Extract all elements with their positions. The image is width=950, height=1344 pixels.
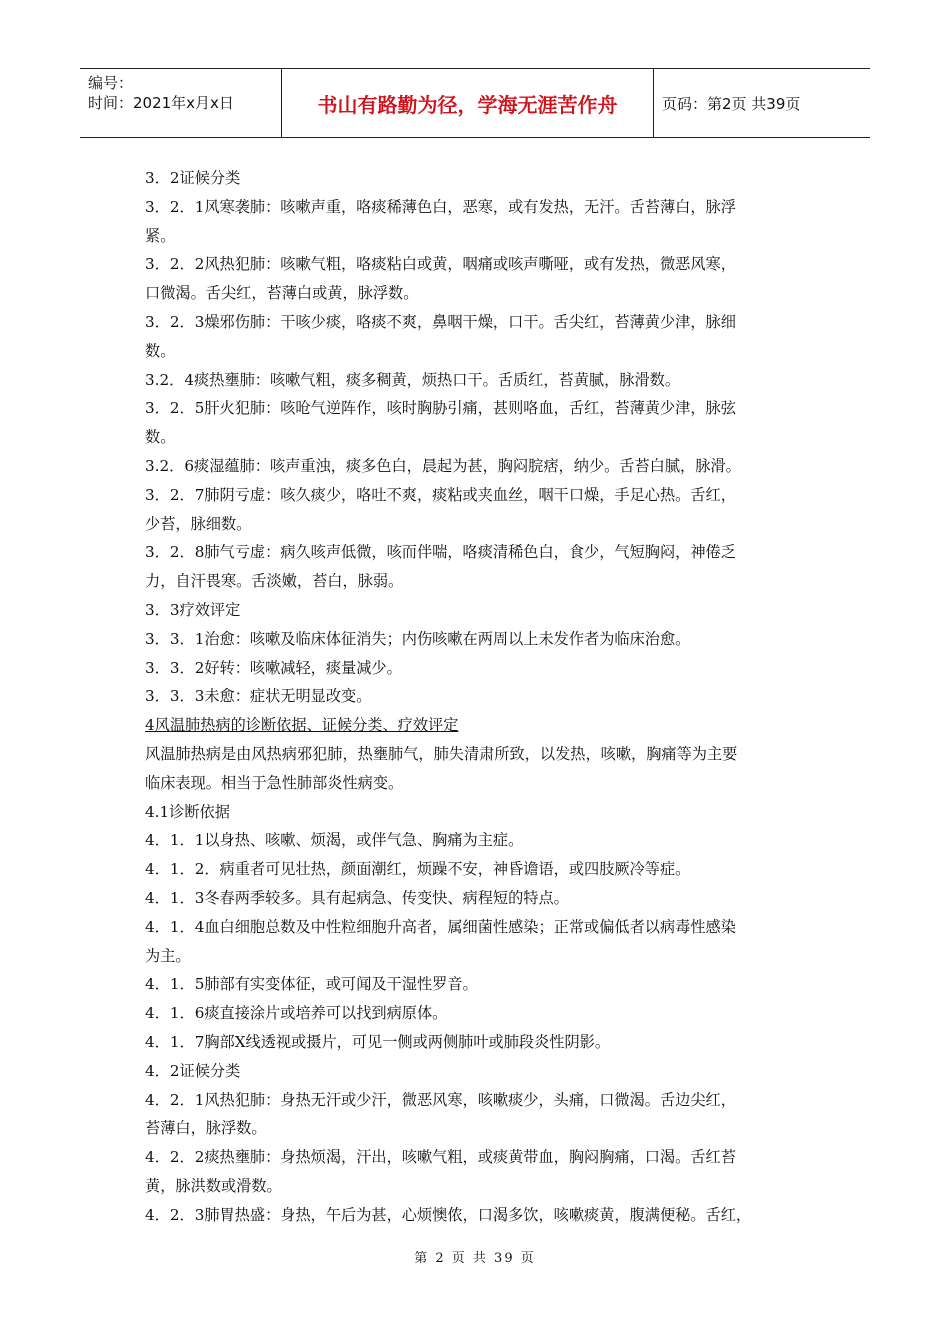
page-header [80,68,870,138]
header-info-cell [80,69,282,137]
text-line: 4．2证候分类 [145,1061,241,1080]
text-line: 紧。 [145,226,176,245]
text-line: 3．2．1风寒袭肺：咳嗽声重，咯痰稀薄色白，恶寒，或有发热，无汗。舌苔薄白，脉浮 [145,197,736,216]
text-line: 黄，脉洪数或滑数。 [145,1176,282,1195]
text-line: 力，自汗畏寒。舌淡嫩，苔白，脉弱。 [145,572,404,591]
text-line: 4．1．3冬春两季较多。具有起病急、传变快、病程短的特点。 [145,888,569,907]
text-line: 为主。 [145,946,191,965]
text-line: 4．2．1风热犯肺：身热无汗或少汗，微恶风寒，咳嗽痰少，头痛，口微渴。舌边尖红， [145,1090,736,1109]
text-line: 3．3．3未愈：症状无明显改变。 [145,687,372,706]
text-line: 少苔，脉细数。 [145,514,252,533]
text-line: 3．2．3燥邪伤肺：干咳少痰，咯痰不爽，鼻咽干燥，口干。舌尖红，苔薄黄少津，脉细 [145,312,736,331]
text-line: 苔薄白，脉浮数。 [145,1119,267,1138]
text-line: 风温肺热病是由风热病邪犯肺，热壅肺气，肺失清肃所致，以发热，咳嗽，胸痛等为主要 [145,744,738,763]
text-line: 4.1诊断依据 [145,802,230,821]
text-line: 3．2证候分类 [145,169,241,187]
text-line: 3．2．7肺阴亏虚：咳久痰少，咯吐不爽，痰粘或夹血丝，咽干口燥，手足心热。舌红， [145,485,736,504]
time-label: 时间：2021年x月x日 [88,94,234,112]
document-body [145,164,810,1229]
text-line: 临床表现。相当于急性肺部炎性病变。 [145,773,404,792]
text-line: 数。 [145,341,176,360]
motto: 书山有路勤为径，学海无涯苦作舟 [282,69,654,137]
text-line: 3．2．2风热犯肺：咳嗽气粗，咯痰粘白或黄，咽痛或咳声嘶哑，或有发热，微恶风寒， [145,255,736,274]
section-heading: 4风温肺热病的诊断依据、证候分类、疗效评定 [145,716,459,735]
text-line: 4．1．6痰直接涂片或培养可以找到病原体。 [145,1004,448,1023]
page-footer: 第 2 页 共 39 页 [414,1251,536,1266]
text-line: 3．3．1治愈：咳嗽及临床体征消失；内伤咳嗽在两周以上未发作者为临床治愈。 [145,629,691,648]
text-line: 4．1．7胸部X线透视或摄片，可见一侧或两侧肺叶或肺段炎性阴影。 [145,1032,611,1051]
text-line: 3.2．4痰热壅肺：咳嗽气粗，痰多稠黄，烦热口干。舌质红，苔黄腻，脉滑数。 [145,370,681,389]
text-line: 3．3疗效评定 [145,600,241,619]
id-label: 编号： [88,74,134,92]
text-line: 4．2．2痰热壅肺：身热烦渴，汗出，咳嗽气粗，或痰黄带血，胸闷胸痛，口渴。舌红苔 [145,1148,736,1167]
text-line: 口微渴。舌尖红，苔薄白或黄，脉浮数。 [145,284,419,303]
text-line: 4．1．5肺部有实变体征，或可闻及干湿性罗音。 [145,975,478,994]
text-line: 3．2．8肺气亏虚：病久咳声低微，咳而伴喘，咯痰清稀色白，食少，气短胸闷，神倦乏 [145,543,736,562]
text-line: 3．2．5肝火犯肺：咳呛气逆阵作，咳时胸胁引痛，甚则咯血，舌红，苔薄黄少津，脉弦 [145,399,736,418]
text-line: 4．1．2．病重者可见壮热，颜面潮红，烦躁不安，神昏谵语，或四肢厥冷等症。 [145,860,691,879]
text-line: 4．1．1以身热、咳嗽、烦渴，或伴气急、胸痛为主症。 [145,831,524,850]
text-line: 3．3．2好转：咳嗽减轻，痰量减少。 [145,658,402,677]
text-line: 数。 [145,428,176,447]
text-line: 4．1．4血白细胞总数及中性粒细胞升高者，属细菌性感染；正常或偏低者以病毒性感染 [145,917,736,936]
text-line: 3.2．6痰湿蕴肺：咳声重浊，痰多色白，晨起为甚，胸闷脘痞，纳少。舌苔白腻，脉滑。 [145,456,741,475]
page-number-label: 页码：第2页 共39页 [662,94,801,113]
text-line: 4．2．3肺胃热盛：身热，午后为甚，心烦懊侬，口渴多饮，咳嗽痰黄，腹满便秘。舌红， [145,1205,752,1224]
